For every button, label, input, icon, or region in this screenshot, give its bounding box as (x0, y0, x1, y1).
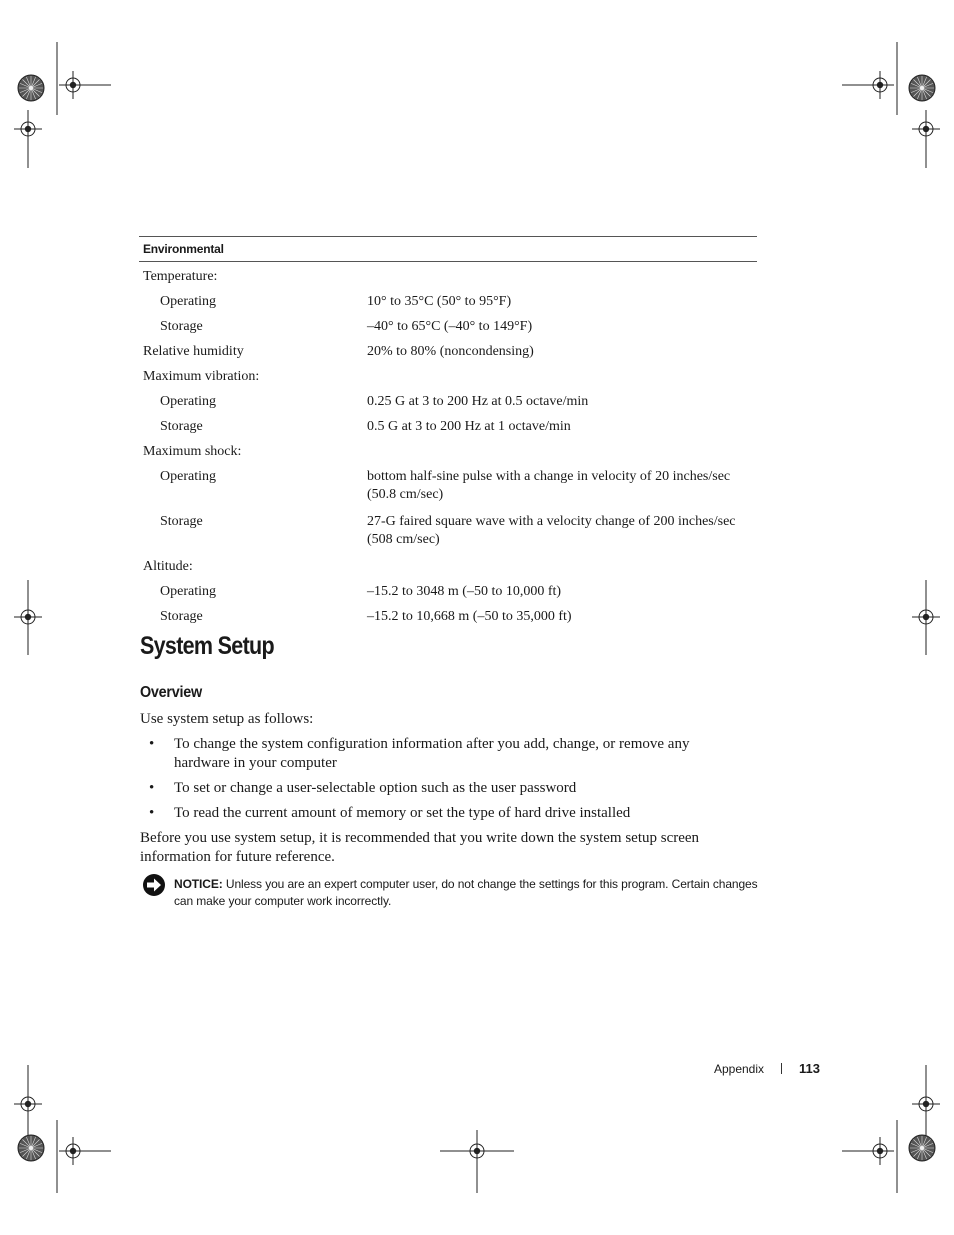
row-label: Storage (160, 318, 203, 334)
subsection-title: Overview (140, 684, 202, 701)
row-label: Storage (160, 608, 203, 624)
row-value: 27-G faired square wave with a velocity change of 200 inches/sec (508 cm/sec) (367, 514, 736, 547)
table-header (139, 236, 757, 262)
notice-text (174, 876, 759, 910)
section-title: System Setup (140, 632, 274, 660)
footer-section: Appendix (713, 1061, 765, 1076)
bullet-glyph: • (149, 780, 155, 796)
notice-label: NOTICE: (174, 877, 223, 891)
page-number: 113 (799, 1061, 820, 1076)
table-row (139, 364, 757, 389)
footer-separator (781, 1063, 782, 1074)
row-value: –40° to 65°C (–40° to 149°F) (367, 318, 533, 334)
table-body (139, 262, 757, 629)
list-item (140, 735, 740, 773)
bullet-glyph: • (149, 736, 155, 752)
row-value: 20% to 80% (noncondensing) (367, 343, 534, 359)
environmental-spec-table (139, 236, 757, 629)
row-value: 10° to 35°C (50° to 95°F) (367, 293, 512, 309)
row-value: 0.5 G at 3 to 200 Hz at 1 octave/min (367, 418, 571, 434)
row-label: Temperature: (143, 268, 218, 284)
row-value (367, 558, 757, 576)
list-item-text: To read the current amount of memory or set the type of hard drive installed (174, 805, 631, 821)
table-header-label: Environmental (143, 242, 224, 256)
intro-text: Use system setup as follows: (140, 711, 314, 727)
table-row (139, 464, 757, 509)
row-value (367, 368, 757, 386)
list-item (140, 779, 740, 798)
bullet-glyph: • (149, 805, 155, 821)
list-item-text: To set or change a user-selectable option such as the user password (174, 780, 577, 796)
notice-body: Unless you are an expert computer user, do not change the settings for this program. Certain changes can make your computer work incorrectly. (174, 877, 758, 908)
row-value: –15.2 to 10,668 m (–50 to 35,000 ft) (367, 608, 572, 624)
row-value (367, 268, 757, 286)
list-item-text: To change the system configuration information after you add, change, or remove any hardware in your computer (174, 736, 690, 771)
bullet-list (140, 735, 740, 829)
closing-text: Before you use system setup, it is recommended that you write down the system setup screen information for future reference. (140, 830, 700, 865)
row-label: Maximum shock: (143, 443, 242, 459)
row-label: Maximum vibration: (143, 368, 260, 384)
table-row (139, 579, 757, 604)
table-row (139, 264, 757, 289)
table-row (139, 289, 757, 314)
row-label: Storage (160, 418, 203, 434)
row-value: bottom half-sine pulse with a change in velocity of 20 inches/sec (50.8 cm/sec) (367, 469, 731, 502)
table-row (139, 554, 757, 579)
table-row (139, 314, 757, 339)
list-item (140, 804, 740, 823)
row-label: Storage (160, 514, 203, 529)
table-row (139, 509, 757, 554)
table-row (139, 604, 757, 629)
row-label: Altitude: (143, 558, 193, 574)
row-label: Operating (160, 583, 216, 599)
row-label: Operating (160, 469, 216, 484)
row-label: Relative humidity (143, 343, 244, 359)
notice-arrow-icon (142, 873, 166, 897)
table-row (139, 389, 757, 414)
page-footer (714, 1061, 820, 1076)
table-row (139, 439, 757, 464)
row-value: 0.25 G at 3 to 200 Hz at 0.5 octave/min (367, 393, 589, 409)
row-value: –15.2 to 3048 m (–50 to 10,000 ft) (367, 583, 562, 599)
row-label: Operating (160, 293, 216, 309)
table-row (139, 339, 757, 364)
table-row (139, 414, 757, 439)
row-label: Operating (160, 393, 216, 409)
row-value (367, 443, 757, 461)
